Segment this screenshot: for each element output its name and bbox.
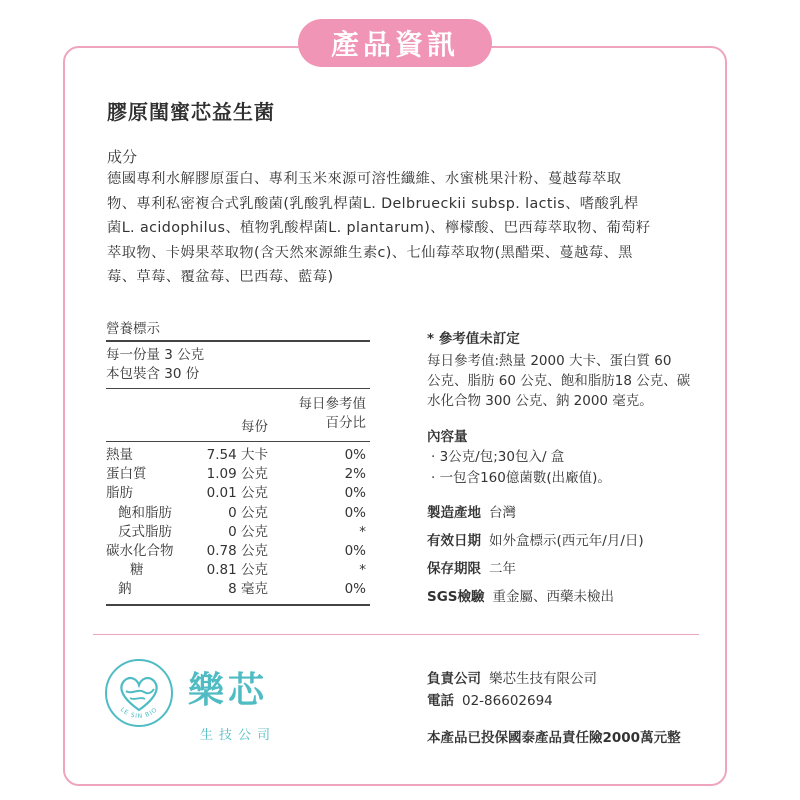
- ingredients-line: 物、專利私密複合式乳酸菌(乳酸乳桿菌L. Delbrueckii subsp. lactis、嗜酸乳桿: [107, 195, 639, 212]
- nutrition-row: 碳水化合物 0.78 公克 0%: [106, 542, 366, 559]
- insurance-note: 本產品已投保國泰產品責任險2000萬元整: [427, 730, 681, 746]
- header-title: 產品資訊: [298, 19, 492, 67]
- product-details: [427, 330, 717, 607]
- company-row: 負責公司 樂芯生技有限公司: [427, 671, 597, 687]
- reference-title: * 參考值未訂定: [427, 331, 520, 347]
- nutrition-row: 蛋白質 1.09 公克 2%: [106, 466, 366, 483]
- nutrition-row: 反式脂肪 0 公克 *: [118, 523, 366, 540]
- serving-size: 每一份量 3 公克: [106, 347, 205, 363]
- ingredients-text: [107, 167, 697, 290]
- nutrition-row: 鈉 8 毫克 0%: [118, 581, 366, 598]
- nutrition-row: 飽和脂肪 0 公克 0%: [118, 504, 366, 521]
- ingredients-line: 德國專利水解膠原蛋白、專利玉米來源可溶性纖維、水蜜桃果汁粉、蔓越莓萃取: [107, 171, 622, 187]
- nutrition-row: 糖 0.81 公克 *: [130, 562, 366, 579]
- nutrition-row: 脂肪 0.01 公克 0%: [106, 485, 366, 502]
- company-info: [427, 668, 727, 712]
- servings-per-pack: 本包裝含 30 份: [106, 366, 200, 382]
- ingredients-title: 成分: [107, 148, 138, 166]
- origin-row: 製造產地 台灣: [427, 505, 516, 521]
- nutrition-row: 熱量 7.54 大卡 0%: [106, 447, 366, 463]
- divider: [93, 634, 699, 635]
- contents-title: 內容量: [427, 429, 468, 445]
- nutrition-table: [106, 318, 370, 606]
- reference-text: 每日參考值:熱量 2000 大卡、蛋白質 60 公克、脂肪 60 公克、飽和脂肪18 公克、碳 水化合物 300 公克、鈉 2000 毫克。: [427, 353, 691, 409]
- nutrition-title: 營養標示: [106, 321, 160, 337]
- dv-header: 每日參考值 百分比: [298, 396, 366, 431]
- sgs-row: SGS檢驗 重金屬、西藥未檢出: [427, 589, 615, 605]
- brand-logo-icon: [104, 658, 174, 728]
- contents-item: · 3公克/包;30包入/ 盒: [431, 449, 565, 465]
- phone-row: 電話 02-86602694: [427, 693, 553, 709]
- per-serving-header: 每份: [241, 419, 268, 435]
- nutrition-header: [106, 393, 370, 437]
- svg-text:LE SIN BIO: LE SIN BIO: [118, 706, 160, 720]
- expiry-row: 有效日期 如外盒標示(西元年/月/日): [427, 533, 644, 549]
- contents-item: · 一包含160億菌數(出廠值)。: [431, 470, 611, 486]
- brand-name: 樂芯: [188, 670, 269, 711]
- brand-subtitle: 生技公司: [200, 728, 277, 743]
- product-name: 膠原閨蜜芯益生菌: [107, 100, 275, 124]
- shelf-life-row: 保存期限 二年: [427, 561, 516, 577]
- ingredients-line: 莓、草莓、覆盆莓、巴西莓、藍莓): [107, 269, 334, 285]
- ingredients-line: 菌L. acidophilus、植物乳酸桿菌L. plantarum)、檸檬酸、巴西莓萃取物、葡萄籽: [107, 220, 651, 236]
- ingredients-line: 萃取物、卡姆果萃取物(含天然來源維生素c)、七仙莓萃取物(黑醋栗、蔓越莓、黑: [107, 244, 633, 261]
